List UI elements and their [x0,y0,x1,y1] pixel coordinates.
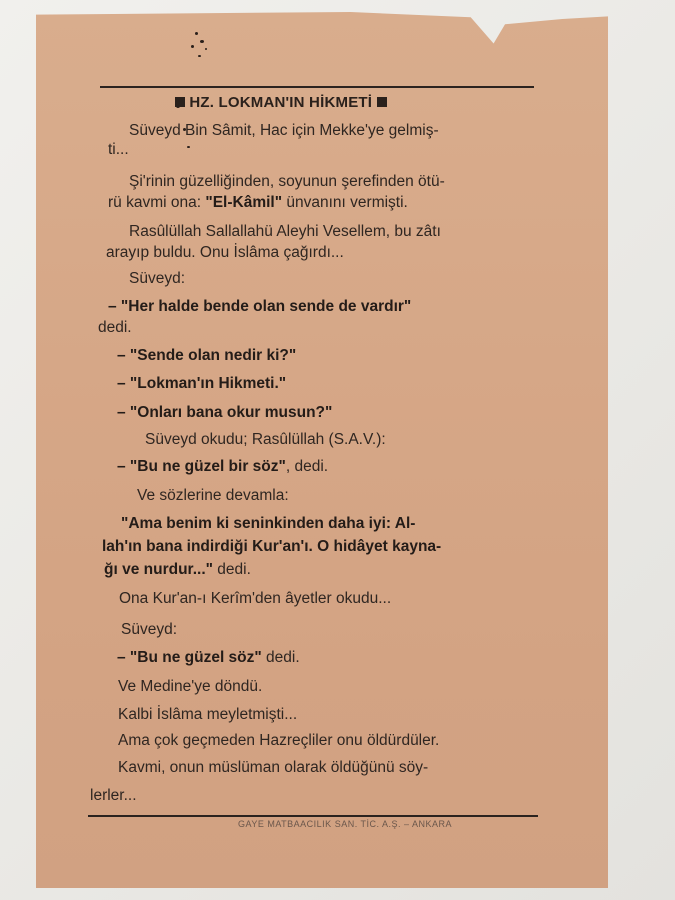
bold-span: – "Bu ne güzel söz" [117,649,262,666]
ink-speck [205,48,207,50]
body-line: Kavmi, onun müslüman olarak öldüğünü söy- [118,759,429,776]
body-line: Ona Kur'an-ı Kerîm'den âyetler okudu... [119,590,392,607]
body-line: arayıp buldu. Onu İslâma çağırdı... [106,244,344,261]
body-line: Süveyd: [129,270,186,287]
bottom-divider-rule [88,815,538,817]
title-text: HZ. LOKMAN'IN HİKMETİ [189,94,373,111]
ink-speck [191,45,194,48]
bold-span: – "Bu ne güzel bir söz" [117,458,286,475]
body-line: "Ama benim ki seninkinden daha iyi: Al- [121,515,416,532]
body-line: – "Onları bana okur musun?" [117,404,333,421]
body-line: Süveyd: [121,621,178,638]
body-line: Süveyd Bin Sâmit, Hac için Mekke'ye gelmiş- [129,122,439,139]
title-square-icon [175,97,185,107]
ink-speck [187,146,190,148]
bold-span: "El-Kâmil" [205,194,283,211]
body-line [117,457,328,477]
body-line: lah'ın bana indirdiği Kur'an'ı. O hidâyet kayna- [102,538,442,555]
title-square-icon [377,97,387,107]
text-span: , dedi. [285,458,329,475]
body-line: Rasûlüllah Sallallahü Aleyhi Vesellem, bu zâtı [129,223,441,240]
body-line: Ve sözlerine devamla: [137,487,289,504]
body-line: Ama çok geçmeden Hazreçliler onu öldürdüler. [118,732,440,749]
text-span: ünvanını vermişti. [282,194,408,211]
ink-speck [198,55,201,57]
body-line: – "Sende olan nedir ki?" [117,347,297,364]
printer-imprint: GAYE MATBAACILIK SAN. TİC. A.Ş. – ANKARA [238,819,453,829]
body-line: ti... [108,141,129,158]
body-line: Ve Medine'ye döndü. [118,678,263,695]
ink-speck [200,40,204,43]
body-line: lerler... [90,787,137,804]
body-line: Şi'rinin güzelliğinden, soyunun şerefinden ötü- [129,173,445,190]
text-span: rü kavmi ona: [108,194,206,211]
text-span: dedi. [212,561,251,578]
body-line: – "Her halde bende olan sende de vardır" [108,298,412,315]
body-line [104,560,251,580]
body-line [117,648,300,668]
body-line: dedi. [98,319,132,336]
body-line: Süveyd okudu; Rasûlüllah (S.A.V.): [145,431,386,448]
article-title [175,93,475,113]
top-divider-rule [100,86,534,88]
text-span: dedi. [261,649,300,666]
bold-span: ğı ve nurdur..." [104,561,213,578]
body-line: – "Lokman'ın Hikmeti." [117,375,287,392]
body-line: Kalbi İslâma meyletmişti... [118,706,298,723]
body-line [108,193,408,213]
ink-speck [195,32,198,35]
